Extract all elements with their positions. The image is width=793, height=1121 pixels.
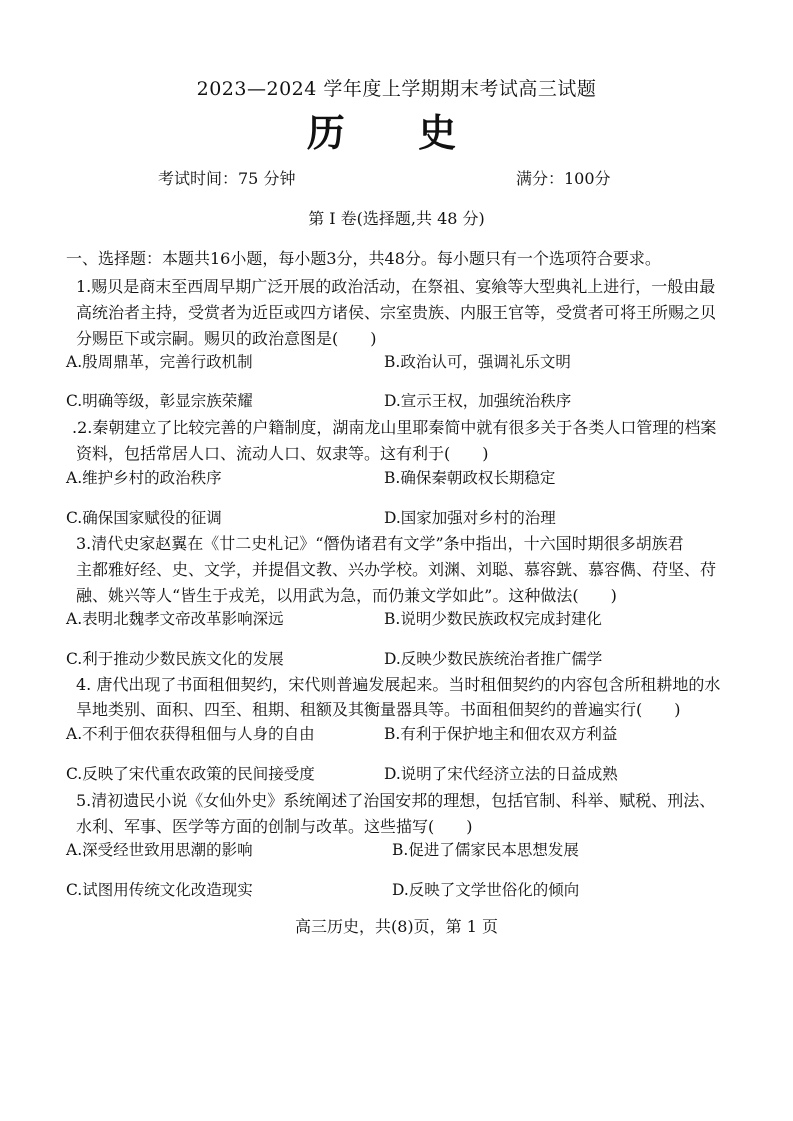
- q1-option-d: D.宣示王权，加强统治秩序: [384, 392, 572, 410]
- q2-option-d: D.国家加强对乡村的治理: [384, 509, 556, 527]
- q4-option-b: B.有利于保护地主和佃农双方利益: [384, 725, 618, 743]
- q4-stem-line-2: 旱地类别、面积、四至、租期、租额及其衡量器具等。书面租佃契约的普遍实行( ): [76, 700, 681, 719]
- q5-stem-line-2: 水利、军事、医学等方面的创制与改革。这些描写( ): [76, 817, 473, 836]
- q4-stem-line-1: 4. 唐代出现了书面租佃契约，宋代则普遍发展起来。当时租佃契约的内容包含所租耕地的水: [76, 675, 721, 694]
- q3-stem-line-1: 3.清代史家赵翼在《廿二史札记》“僭伪诸君有文学”条中指出，十六国时期很多胡族君: [76, 534, 684, 553]
- q3-option-b: B.说明少数民族政权完成封建化: [384, 610, 602, 628]
- q2-option-a: A.维护乡村的政治秩序: [66, 469, 222, 487]
- exam-title: 2023—2024 学年度上学期期末考试高三试题: [196, 78, 597, 100]
- q1-stem-line-2: 高统治者主持，受赏者为近臣或四方诸侯、宗室贵族、内服王官等，受赏者可将王所赐之贝: [76, 303, 717, 322]
- q5-option-d: D.反映了文学世俗化的倾向: [392, 881, 580, 899]
- q3-option-d: D.反映少数民族统治者推广儒学: [384, 650, 603, 668]
- q1-option-a: A.殷周鼎革，完善行政机制: [66, 353, 253, 371]
- q2-stem-line-2: 资料，包括常居人口、流动人口、奴隶等。这有利于( ): [76, 444, 489, 463]
- q4-option-c: C.反映了宋代重农政策的民间接受度: [66, 765, 315, 783]
- q2-stem-line-1: .2.秦朝建立了比较完善的户籍制度，湖南龙山里耶秦简中就有很多关于各类人口管理的档案: [72, 418, 717, 437]
- q2-option-b: B.确保秦朝政权长期稳定: [384, 469, 556, 487]
- q4-option-d: D.说明了宋代经济立法的日益成熟: [384, 765, 618, 783]
- q4-option-a: A.不利于佃农获得租佃与人身的自由: [66, 725, 315, 743]
- subject-heading: 历 史: [306, 110, 487, 155]
- q1-stem-line-1: 1.赐贝是商末至西周早期广泛开展的政治活动，在祭祖、宴飨等大型典礼上进行，一般由最: [76, 277, 716, 296]
- q5-stem-line-1: 5.清初遗民小说《女仙外史》系统阐述了治国安邦的理想，包括官制、科举、赋税、刑法、: [76, 791, 716, 810]
- q3-stem-line-3: 融、姚兴等人“皆生于戎羌，以用武为急，而仍兼文学如此”。这种做法( ): [76, 586, 617, 605]
- q1-option-b: B.政治认可，强调礼乐文明: [384, 353, 571, 371]
- section-instruction: 一、选择题：本题共16小题，每小题3分，共48分。每小题只有一个选项符合要求。: [66, 249, 661, 268]
- q1-option-c: C.明确等级，彰显宗族荣耀: [66, 392, 253, 410]
- q3-option-a: A.表明北魏孝文帝改革影响深远: [66, 610, 284, 628]
- q5-option-a: A.深受经世致用思潮的影响: [66, 841, 253, 859]
- exam-time: 考试时间：75 分钟: [158, 169, 296, 188]
- q2-option-c: C.确保国家赋役的征调: [66, 509, 222, 527]
- q5-option-b: B.促进了儒家民本思想发展: [392, 841, 579, 859]
- q5-option-c: C.试图用传统文化改造现实: [66, 881, 253, 899]
- page-footer: 高三历史，共(8)页，第 1 页: [294, 917, 499, 936]
- q3-stem-line-2: 主都雅好经、史、文学，并提倡文教、兴办学校。刘渊、刘聪、慕容皝、慕容儁、苻坚、苻: [76, 560, 717, 579]
- part-heading: 第 Ⅰ 卷(选择题,共 48 分): [308, 209, 485, 228]
- q3-option-c: C.利于推动少数民族文化的发展: [66, 650, 284, 668]
- q1-stem-line-3: 分赐臣下或宗嗣。赐贝的政治意图是( ): [76, 329, 377, 348]
- full-score: 满分：100分: [516, 169, 611, 188]
